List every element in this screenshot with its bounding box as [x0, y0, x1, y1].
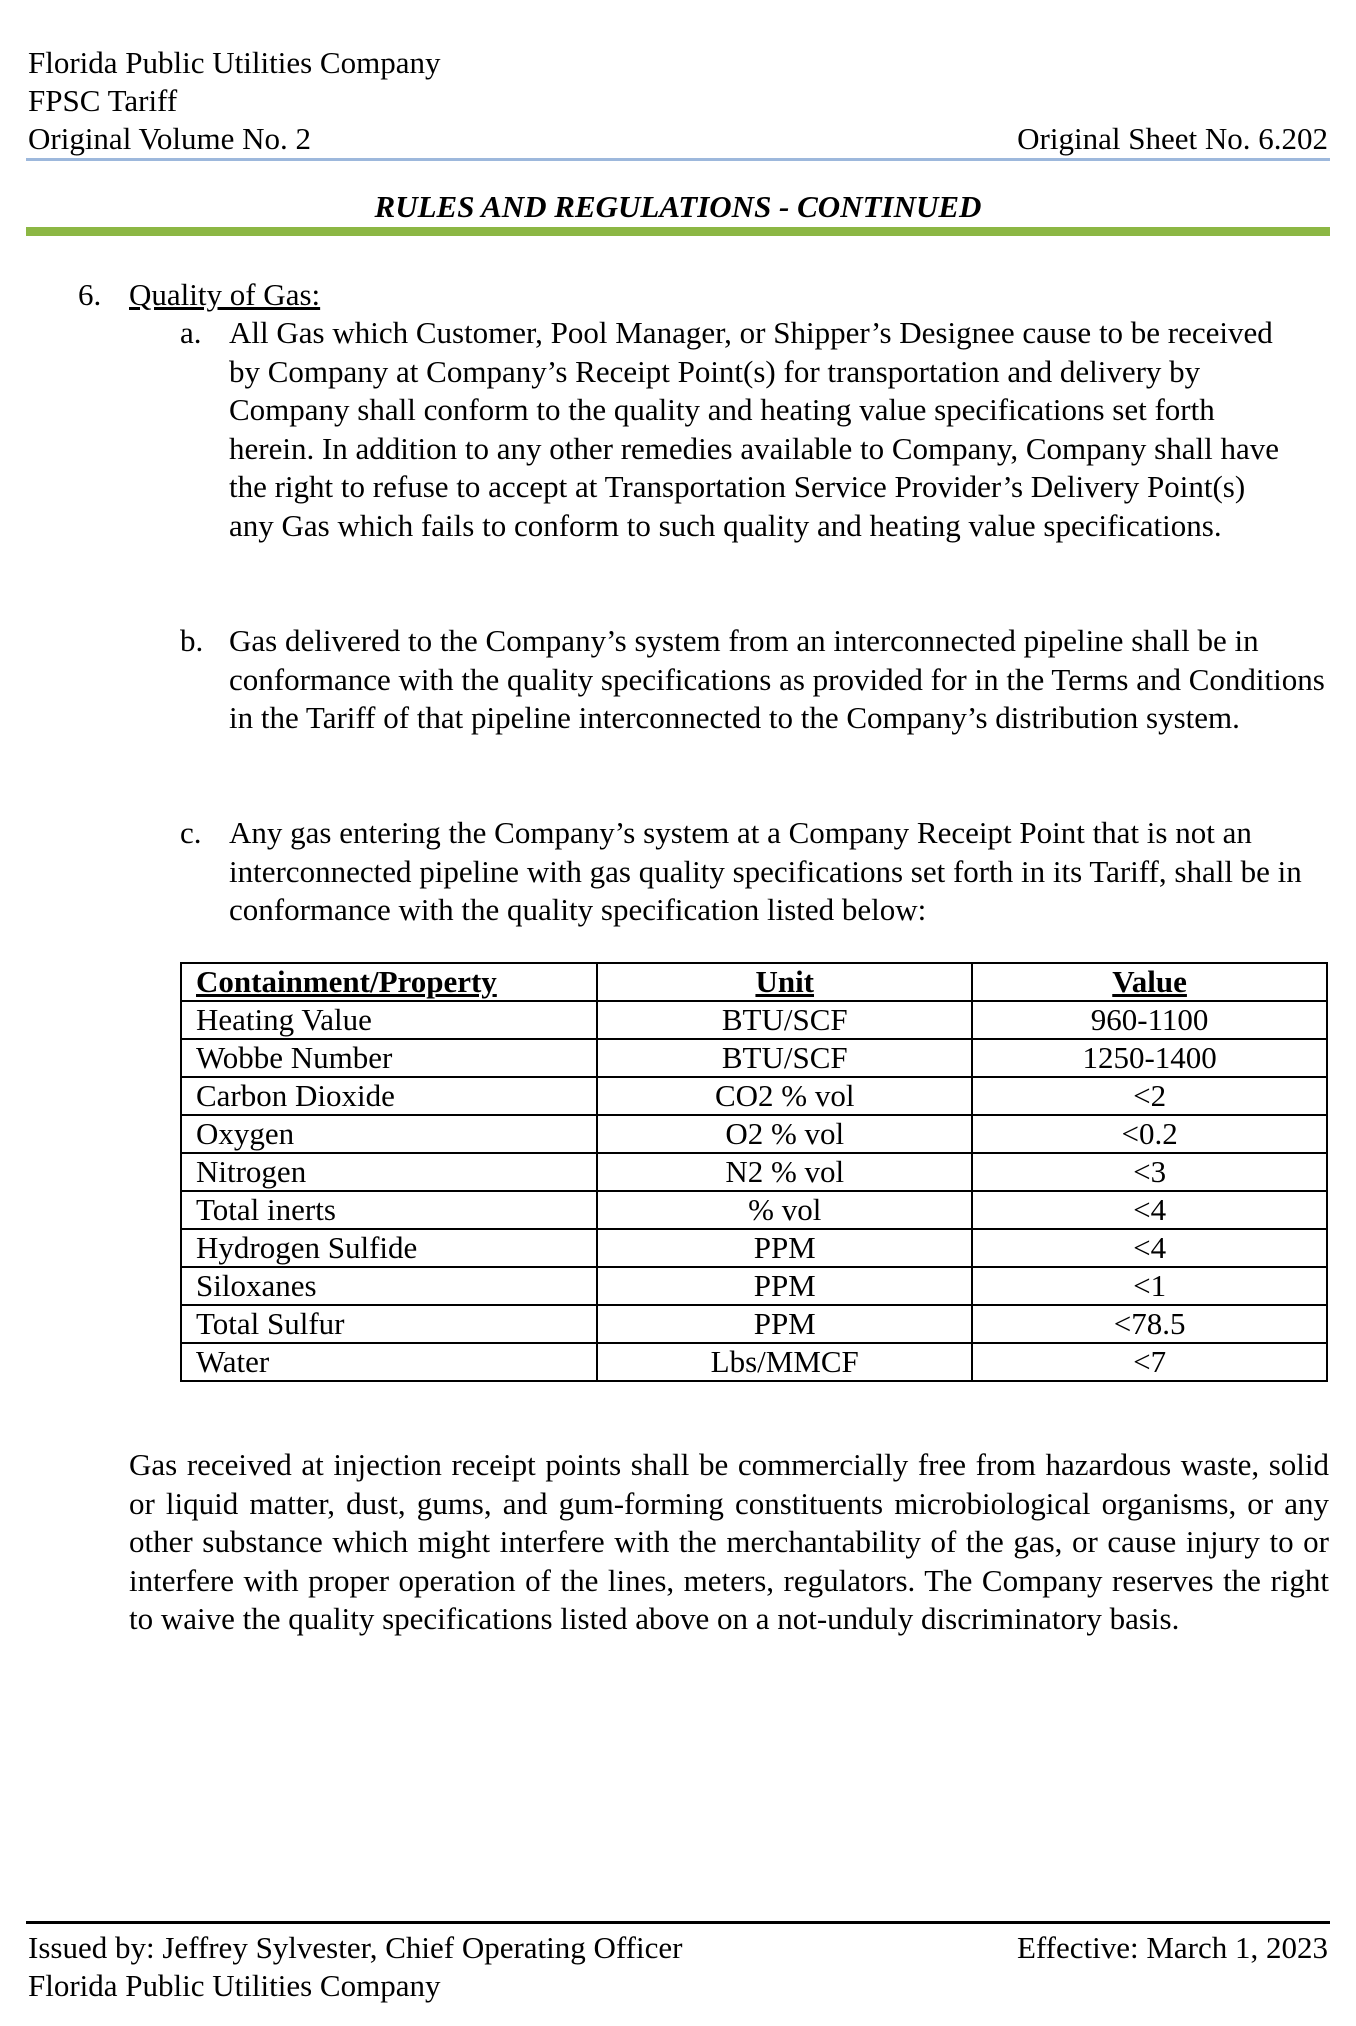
cell-value: <78.5	[972, 1305, 1327, 1343]
header-property: Containment/Property	[181, 963, 597, 1001]
table-header-row	[181, 963, 1327, 1001]
subitem-a-text: All Gas which Customer, Pool Manager, or Shipper’s Designee cause to be received by Company at Company’s Receipt Point(s) for transportation and delivery by Company shall conform to the quality and heating value specifications set forth herein. In addition to any other remedies available to Company, Company shall have the right to refuse to accept at Transportation Service Provider’s Delivery Point(s) any Gas which fails to conform to such quality and heating value specifications.	[229, 315, 1279, 543]
table-row	[181, 1077, 1327, 1115]
footer-company: Florida Public Utilities Company	[28, 1968, 441, 2003]
cell-property: Siloxanes	[181, 1267, 597, 1305]
subitem-a-label: a.	[180, 315, 202, 350]
header-tariff: FPSC Tariff	[28, 83, 178, 118]
header-divider	[26, 158, 1330, 161]
cell-property: Oxygen	[181, 1115, 597, 1153]
cell-property: Total inerts	[181, 1191, 597, 1229]
gas-quality-table	[180, 962, 1328, 1382]
header-sheet-number: Original Sheet No. 6.202	[1017, 121, 1328, 156]
table-row	[181, 1153, 1327, 1191]
item-title: Quality of Gas:	[129, 277, 321, 312]
cell-value: <2	[972, 1077, 1327, 1115]
cell-property: Water	[181, 1343, 597, 1381]
cell-unit: BTU/SCF	[597, 1039, 972, 1077]
cell-value: <1	[972, 1267, 1327, 1305]
cell-unit: PPM	[597, 1305, 972, 1343]
cell-property: Hydrogen Sulfide	[181, 1229, 597, 1267]
subitem-c-label: c.	[180, 815, 202, 850]
cell-unit: PPM	[597, 1229, 972, 1267]
cell-unit: Lbs/MMCF	[597, 1343, 972, 1381]
table-row	[181, 1305, 1327, 1343]
cell-value: <4	[972, 1229, 1327, 1267]
header-company: Florida Public Utilities Company	[28, 45, 441, 80]
cell-property: Heating Value	[181, 1001, 597, 1039]
cell-property: Carbon Dioxide	[181, 1077, 597, 1115]
table-row	[181, 1039, 1327, 1077]
table-row	[181, 1191, 1327, 1229]
footer-divider	[26, 1921, 1330, 1924]
header-value: Value	[972, 963, 1327, 1001]
closing-paragraph: Gas received at injection receipt points shall be commercially free from hazardous waste, solid or liquid matter, dust, gums, and gum-forming constituents microbiological organisms, or any other substance which might interfere with the merchantability of the gas, or cause injury to or interfere with proper operation of the lines, meters, regulators. The Company reserves the right to waive the quality specifications listed above on a not-unduly discriminatory basis.	[129, 1447, 1329, 1636]
table-row	[181, 1229, 1327, 1267]
cell-unit: BTU/SCF	[597, 1001, 972, 1039]
header-volume: Original Volume No. 2	[28, 121, 312, 156]
header-unit: Unit	[597, 963, 972, 1001]
table-row	[181, 1001, 1327, 1039]
item-number: 6.	[78, 277, 102, 312]
footer-issued-by: Issued by: Jeffrey Sylvester, Chief Operating Officer	[28, 1930, 683, 1965]
cell-unit: O2 % vol	[597, 1115, 972, 1153]
cell-value: <7	[972, 1343, 1327, 1381]
cell-value: <4	[972, 1191, 1327, 1229]
cell-unit: N2 % vol	[597, 1153, 972, 1191]
cell-value: 960-1100	[972, 1001, 1327, 1039]
subitem-c-text: Any gas entering the Company’s system at a Company Receipt Point that is not an interconnected pipeline with gas quality specifications set forth in its Tariff, shall be in conformance with the quality specification listed below:	[229, 815, 1302, 927]
section-title: RULES AND REGULATIONS - CONTINUED	[374, 189, 982, 224]
cell-property: Total Sulfur	[181, 1305, 597, 1343]
cell-property: Wobbe Number	[181, 1039, 597, 1077]
cell-unit: CO2 % vol	[597, 1077, 972, 1115]
cell-value: <0.2	[972, 1115, 1327, 1153]
subitem-b-label: b.	[180, 623, 204, 658]
cell-value: <3	[972, 1153, 1327, 1191]
footer-effective-date: Effective: March 1, 2023	[1016, 1930, 1328, 1965]
subitem-b-text: Gas delivered to the Company’s system from an interconnected pipeline shall be in conformance with the quality specifications as provided for in the Terms and Conditions in the Tariff of that pipeline interconnected to the Company’s distribution system.	[229, 623, 1325, 735]
table-row	[181, 1343, 1327, 1381]
table-row	[181, 1267, 1327, 1305]
cell-property: Nitrogen	[181, 1153, 597, 1191]
cell-unit: % vol	[597, 1191, 972, 1229]
section-divider	[26, 227, 1330, 236]
cell-unit: PPM	[597, 1267, 972, 1305]
table-row	[181, 1115, 1327, 1153]
cell-value: 1250-1400	[972, 1039, 1327, 1077]
